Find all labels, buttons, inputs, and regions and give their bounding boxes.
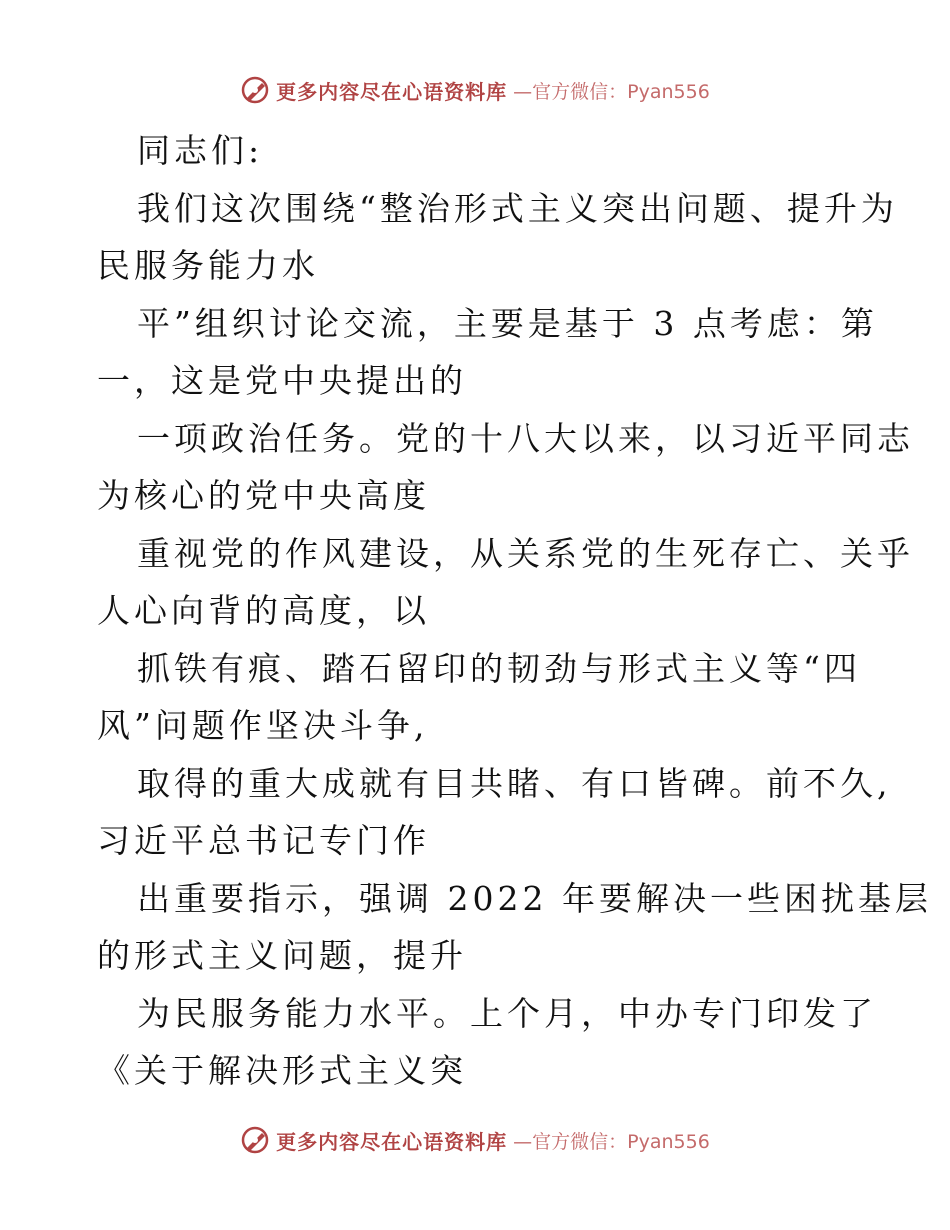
body-line: 重视党的作风建设，从关系党的生死存亡、关乎 xyxy=(137,533,914,573)
header-banner xyxy=(0,68,950,112)
body-line: 同志们: xyxy=(137,131,264,170)
body-line: 出重要指示，强调 2022 年要解决一些困扰基层 xyxy=(137,878,932,918)
banner-wechat-text: —官方微信：Pyan556 xyxy=(513,80,710,103)
body-line: 习近平总书记专门作 xyxy=(97,821,430,860)
body-line: 为民服务能力水平。上个月，中办专门印发了 xyxy=(137,993,877,1033)
body-line: 平”组织讨论交流，主要是基于 3 点考虑：第 xyxy=(137,303,878,343)
body-line: 为核心的党中央高度 xyxy=(97,476,430,515)
body-line: 取得的重大成就有目共睹、有口皆碑。前不久, xyxy=(137,763,892,803)
body-line: 一，这是党中央提出的 xyxy=(97,361,467,400)
banner-brand-text: 更多内容尽在心语资料库 xyxy=(276,79,508,104)
body-line: 的形式主义问题，提升 xyxy=(97,936,467,975)
document-body xyxy=(97,122,932,1100)
body-line: 一项政治任务。党的十八大以来，以习近平同志 xyxy=(137,418,914,458)
body-line: 民服务能力水 xyxy=(97,246,319,285)
body-line: 我们这次围绕“整治形式主义突出问题、提升为 xyxy=(137,188,898,228)
banner-brand-text: 更多内容尽在心语资料库 xyxy=(276,1129,508,1154)
banner-wechat-text: —官方微信：Pyan556 xyxy=(513,1130,710,1153)
body-line: 风”问题作坚决斗争, xyxy=(97,706,429,745)
pen-circle-logo-icon xyxy=(240,75,270,105)
body-line: 《关于解决形式主义突 xyxy=(97,1051,467,1090)
pen-circle-logo-icon xyxy=(240,1125,270,1155)
footer-banner xyxy=(0,1118,950,1162)
body-line: 抓铁有痕、踏石留印的韧劲与形式主义等“四 xyxy=(137,648,861,688)
body-line: 人心向背的高度，以 xyxy=(97,591,430,630)
